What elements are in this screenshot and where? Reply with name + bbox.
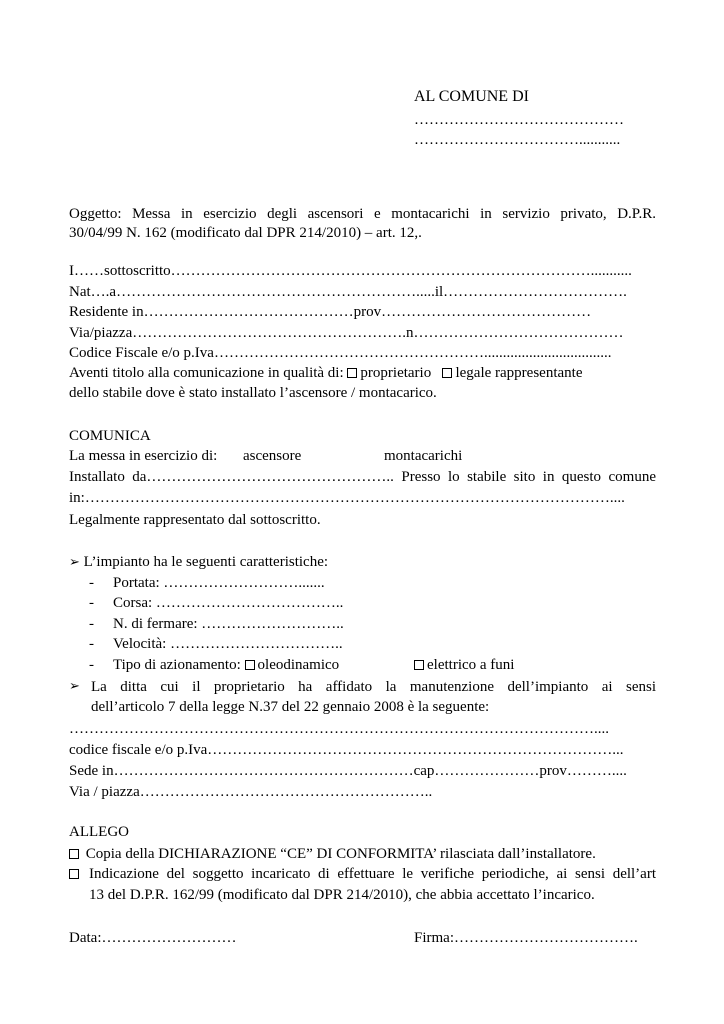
residente-field: Residente in……………………………………prov……………………………………	[69, 304, 592, 320]
messa-label: La messa in esercizio di:	[69, 448, 218, 464]
titolo-label: Aventi titolo alla comunicazione in qualità di:	[69, 365, 344, 381]
dash-fermare: -	[89, 616, 94, 632]
firma-field: Firma:……………………………….	[414, 930, 638, 946]
elettrico-label: elettrico a funi	[427, 657, 515, 673]
allego-item-1	[69, 845, 596, 863]
allego-item-2-line-1: Indicazione del soggetto incaricato di effettuare le verifiche periodiche, ai sensi dell’art	[89, 866, 656, 882]
fermare-field: N. di fermare: ………………………..	[113, 616, 344, 632]
stabile-text: dello stabile dove è stato installato l’ascensore / montacarico.	[69, 385, 437, 401]
dash-portata: -	[89, 575, 94, 591]
recipient-title: AL COMUNE DI	[414, 88, 529, 105]
manutenzione-line-1: La ditta cui il proprietario ha affidato la manutenzione dell’impianto ai sensi	[91, 679, 656, 695]
oleodinamico-label: oleodinamico	[257, 657, 340, 673]
legalmente-text: Legalmente rappresentato dal sottoscritto.	[69, 512, 321, 528]
ditta-sede-field: Sede in……………………………………………………cap…………………prov………....	[69, 763, 627, 779]
dash-velocita: -	[89, 636, 94, 652]
recipient-dots-1: ……………………………………	[414, 112, 624, 128]
via-field: Via/piazza……………………………………………….n……………………………………	[69, 325, 624, 341]
checkbox-legale-rappresentante[interactable]	[442, 368, 452, 378]
impianto-intro-text: L’impianto ha le seguenti caratteristiche:	[83, 554, 329, 570]
allego-heading: ALLEGO	[69, 824, 129, 840]
subject-line-2: 30/04/99 N. 162 (modificato dal DPR 214/2010) – art. 12,.	[69, 225, 422, 241]
recipient-dots-2: ……………………………...........	[414, 132, 621, 148]
impianto-intro	[69, 553, 328, 572]
allego-item-2-line-2: 13 del D.P.R. 162/99 (modificato dal DPR 214/2010), che abbia accettato l’incarico.	[89, 887, 595, 903]
checkbox-elettrico[interactable]	[414, 660, 424, 670]
nato-field: Nat….a…………………………………………………….....il……………………………….	[69, 284, 627, 300]
checkbox-dichiarazione[interactable]	[69, 849, 79, 859]
titolo-row	[69, 364, 582, 382]
subject-line-1: Oggetto: Messa in esercizio degli ascensori e montacarichi in servizio privato, D.P.R.	[69, 206, 656, 222]
manutenzione-line-2: dell’articolo 7 della legge N.37 del 22 gennaio 2008 è la seguente:	[91, 699, 490, 715]
ditta-via-field: Via / piazza…………………………………………………..	[69, 784, 433, 800]
checkbox-proprietario[interactable]	[347, 368, 357, 378]
arrow-bullet-icon: ➢	[69, 555, 80, 570]
checkbox-verifiche[interactable]	[69, 869, 79, 879]
corsa-field: Corsa: ………………………………..	[113, 595, 344, 611]
arrow-bullet-icon: ➢	[69, 679, 80, 694]
installato-field: Installato da………………………………………….. Presso lo stabile sito in questo comune	[69, 469, 656, 485]
indirizzo-field: in:……………………………………………………………………………………………....	[69, 490, 625, 506]
checkbox-oleodinamico[interactable]	[245, 660, 255, 670]
proprietario-label: proprietario	[360, 365, 432, 381]
ditta-codice-field: codice fiscale e/o p.Iva………………………………………………………………………...	[69, 742, 624, 758]
dash-tipo: -	[89, 657, 94, 673]
velocita-field: Velocità: ……………………………..	[113, 636, 343, 652]
ditta-field: ……………………………………………………………………………………………....	[69, 721, 609, 737]
montacarichi-option: montacarichi	[384, 448, 463, 464]
elettrico-row	[414, 656, 514, 674]
ascensore-option: ascensore	[243, 448, 302, 464]
comunica-heading: COMUNICA	[69, 428, 151, 444]
dash-corsa: -	[89, 595, 94, 611]
sottoscritto-field: I……sottoscritto…………………………………………………………………………...........	[69, 263, 632, 279]
tipo-label: Tipo di azionamento:	[113, 657, 241, 673]
tipo-row	[113, 656, 339, 674]
allego-item-1-text: Copia della DICHIARAZIONE “CE” DI CONFORMITA’ rilasciata dall’installatore.	[85, 846, 596, 862]
portata-field: Portata: ……………………….......	[113, 575, 325, 591]
codice-fiscale-field: Codice Fiscale e/o p.Iva………………………………………………..................................	[69, 345, 612, 361]
legale-label: legale rappresentante	[455, 365, 583, 381]
data-field: Data:………………………	[69, 930, 237, 946]
